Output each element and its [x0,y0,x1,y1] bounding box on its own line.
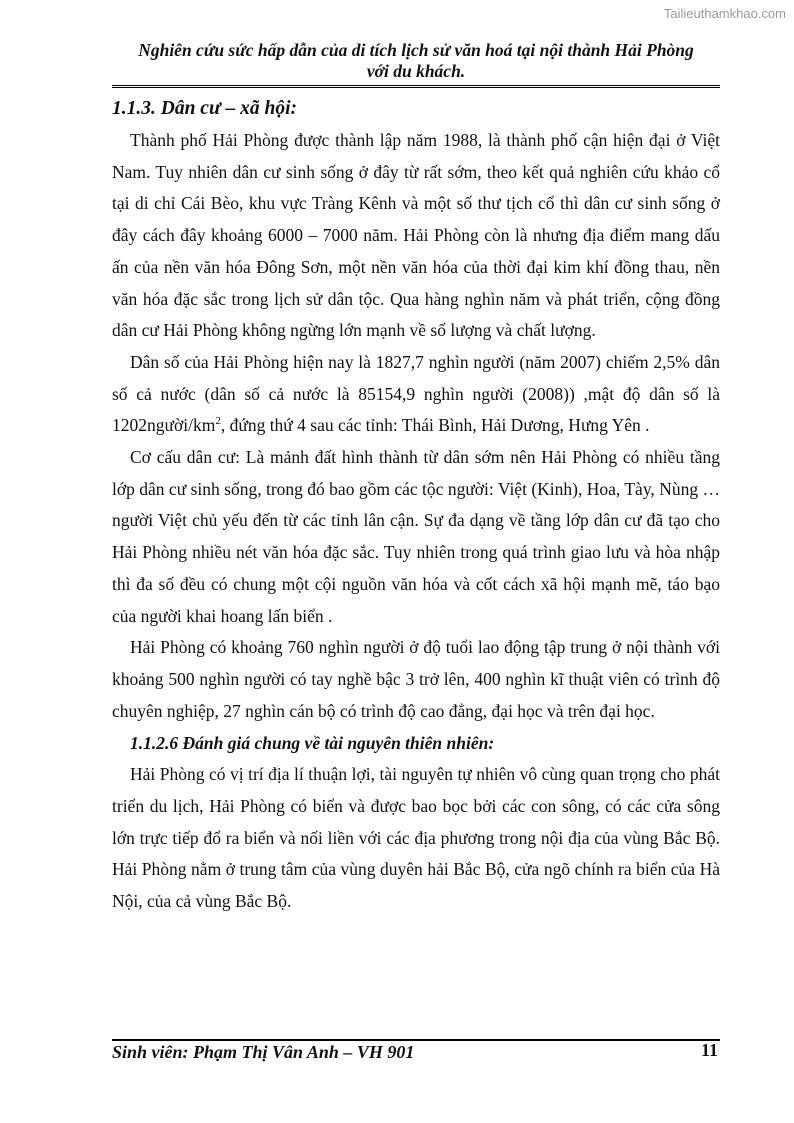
superscript: 2 [215,415,221,428]
document-body [112,93,720,918]
footer-author: Sinh viên: Phạm Thị Vân Anh – VH 901 [112,1042,415,1062]
population-text: Dân số của Hải Phòng hiện nay là 1827,7 nghìn người (năm 2007) chiếm 2,5% dân số cả nước (dân số cả nước là 85154,9 nghìn người (2008)) ,mật độ dân số là 1202người/km [112,351,720,436]
paragraph-assessment: Hải Phòng có vị trí địa lí thuận lợi, tài nguyên tự nhiên vô cùng quan trọng cho phát triển du lịch, Hải Phòng có biển và được bao bọc bởi các con sông, có các cửa sông lớn trực tiếp đổ ra biển và nối liền với các địa phương trong nội địa của vùng Bắc Bộ. Hải Phòng nằm ở trung tâm của vùng duyên hải Bắc Bộ, cửa ngõ chính ra biển của Hà Nội, của cả vùng Bắc Bộ. [112,764,720,912]
population-text-end: , đứng thứ 4 sau các tỉnh: Thái Bình, Hải Dương, Hưng Yên . [220,415,650,436]
paragraph-history: Thành phố Hải Phòng được thành lập năm 1988, là thành phố cận hiện đại ở Việt Nam. Tuy nhiên dân cư sinh sống ở đây từ rất sớm, theo kết quả nghiên cứu khảo cổ tại di chỉ Cái Bèo, khu vực Tràng Kênh và một số thư tịch cổ thì dân cư sinh sống ở đây cách đây khoảng 6000 – 7000 năm. Hải Phòng còn là nhưng địa điểm mang dấu ấn của nền văn hóa Đông Sơn, một nền văn hóa của thời đại kim khí đồng thau, nền văn hóa đặc sắc trong lịch sử dân tộc. Qua hàng nghìn năm và phát triển, cộng đồng dân cư Hải Phòng không ngừng lớn mạnh về số lượng và chất lượng. [112,130,720,341]
header-divider [112,85,720,88]
header-title-line1: Nghiên cứu sức hấp dẫn của di tích lịch sử văn hoá tại nội thành Hải Phòng [138,40,694,60]
footer-divider [112,1039,720,1041]
page-header [112,40,720,82]
paragraph-population [112,347,720,442]
paragraph-labor: Hải Phòng có khoảng 760 nghìn người ở độ tuổi lao động tập trung ở nội thành với khoảng 500 nghìn người có tay nghề bậc 3 trở lên, 400 nghìn kĩ thuật viên có trình độ chuyên nghiệp, 27 nghìn cán bộ có trình độ cao đẳng, đại học và trên đại học. [112,637,720,721]
page-number: 11 [700,1040,718,1060]
paragraph-structure: Cơ cấu dân cư: Là mảnh đất hình thành từ dân sớm nên Hải Phòng có nhiều tầng lớp dân cư sinh sống, trong đó bao gồm các tộc người: Việt (Kinh), Hoa, Tày, Nùng …người Việt chủ yếu đến từ các tỉnh lân cận. Sự đa dạng về tầng lớp dân cư đã tạo cho Hải Phòng nhiều nét văn hóa đặc sắc. Tuy nhiên trong quá trình giao lưu và hòa nhập thì đa số đều có chung một cội nguồn văn hóa và cốt cách xã hội mạnh mẽ, táo bạo của người khai hoang lấn biển . [112,447,720,626]
header-title-line2: với du khách. [366,61,466,81]
watermark: Tailieuthamkhao.com [663,6,786,21]
subsection-heading: 1.1.2.6 Đánh giá chung về tài nguyên thiên nhiên: [130,733,495,754]
section-heading: 1.1.3. Dân cư – xã hội: [112,98,298,119]
